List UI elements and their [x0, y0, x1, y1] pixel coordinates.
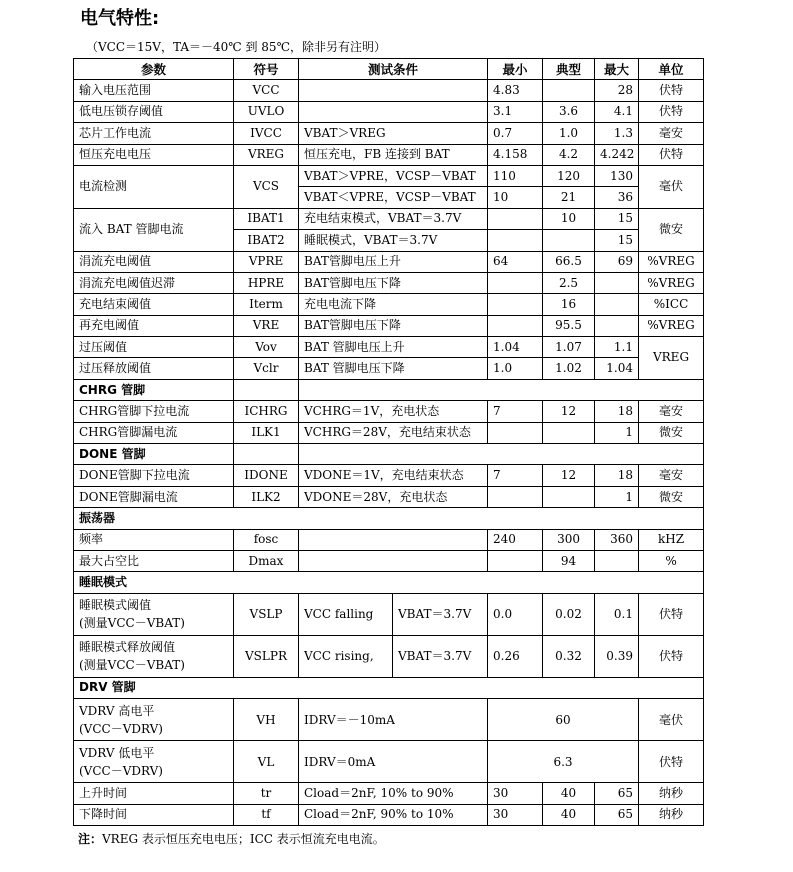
max-cell: 130	[595, 165, 639, 186]
electrical-characteristics-table	[73, 58, 704, 826]
condition-cell: VDONE＝28V，充电状态	[299, 486, 488, 507]
test-conditions-note: （VCC＝15V，TA＝－40℃ 到 85℃，除非另有注明）	[86, 40, 386, 54]
min-cell: 64	[488, 251, 543, 272]
symbol-cell: ILK1	[234, 422, 299, 443]
condition-cell: IDRV＝－10mA	[299, 699, 488, 741]
table-row	[74, 593, 704, 635]
unit-cell: 伏特	[639, 741, 704, 783]
table-row	[74, 80, 704, 101]
symbol-cell: VREG	[234, 144, 299, 165]
max-cell	[595, 272, 639, 293]
param-cell: 再充电阈值	[74, 315, 234, 336]
condition-cell: BAT管脚电压上升	[299, 251, 488, 272]
footnote-label: 注：	[78, 832, 103, 846]
unit-cell: %	[639, 550, 704, 571]
typ-cell: 120	[543, 165, 595, 186]
condition-cell	[299, 101, 488, 122]
typ-cell: 40	[543, 804, 595, 825]
min-cell: 240	[488, 529, 543, 550]
condition-cell	[299, 529, 488, 550]
param-cell: 流入 BAT 管脚电流	[74, 208, 234, 251]
symbol-cell: fosc	[234, 529, 299, 550]
min-cell: 7	[488, 465, 543, 486]
param-cell: CHRG管脚漏电流	[74, 422, 234, 443]
param-cell: 下降时间	[74, 804, 234, 825]
min-cell: 0.7	[488, 123, 543, 144]
typ-cell	[543, 80, 595, 101]
symbol-cell: IDONE	[234, 465, 299, 486]
table-row	[74, 529, 704, 550]
section-label: DRV 管脚	[74, 677, 704, 698]
max-cell: 4.1	[595, 101, 639, 122]
condition-cell: BAT管脚电压下降	[299, 315, 488, 336]
unit-cell: 纳秒	[639, 804, 704, 825]
typ-cell	[543, 230, 595, 251]
param-cell: 输入电压范围	[74, 80, 234, 101]
min-cell: 110	[488, 165, 543, 186]
header-symbol: 符号	[234, 59, 299, 80]
param-cell: VDRV 低电平 (VCC－VDRV)	[74, 741, 234, 783]
param-cell: DONE管脚下拉电流	[74, 465, 234, 486]
max-cell: 28	[595, 80, 639, 101]
table-row	[74, 741, 704, 783]
max-cell: 1	[595, 422, 639, 443]
table-row	[74, 251, 704, 272]
param-cell: 最大占空比	[74, 550, 234, 571]
symbol-cell: Iterm	[234, 294, 299, 315]
unit-cell: 伏特	[639, 593, 704, 635]
min-cell	[488, 272, 543, 293]
table-row	[74, 465, 704, 486]
symbol-cell: VCS	[234, 165, 299, 208]
condition-cell: VDONE＝1V，充电结束状态	[299, 465, 488, 486]
min-cell: 4.83	[488, 80, 543, 101]
symbol-cell: VSLPR	[234, 635, 299, 677]
section-row-osc	[74, 508, 704, 529]
condition-cell: VBAT＞VREG	[299, 123, 488, 144]
param-cell: 电流检测	[74, 165, 234, 208]
min-cell	[488, 550, 543, 571]
unit-cell: %ICC	[639, 294, 704, 315]
symbol-cell: VCC	[234, 80, 299, 101]
section-title: 电气特性:	[80, 8, 160, 29]
typ-cell: 1.0	[543, 123, 595, 144]
table-row	[74, 123, 704, 144]
symbol-cell: IBAT2	[234, 230, 299, 251]
symbol-cell: VL	[234, 741, 299, 783]
table-row	[74, 422, 704, 443]
condition-cell: Cload＝2nF, 10% to 90%	[299, 783, 488, 804]
min-cell: 0.26	[488, 635, 543, 677]
max-cell: 18	[595, 401, 639, 422]
condition-cell: BAT管脚电压下降	[299, 272, 488, 293]
symbol-cell: ILK2	[234, 486, 299, 507]
header-condition: 测试条件	[299, 59, 488, 80]
unit-cell: 毫伏	[639, 699, 704, 741]
symbol-cell: tf	[234, 804, 299, 825]
symbol-cell: ICHRG	[234, 401, 299, 422]
header-param: 参数	[74, 59, 234, 80]
unit-cell: %VREG	[639, 251, 704, 272]
symbol-cell: VPRE	[234, 251, 299, 272]
section-row-drv	[74, 677, 704, 698]
unit-cell: 伏特	[639, 101, 704, 122]
table-row	[74, 337, 704, 358]
max-cell: 1.3	[595, 123, 639, 144]
condition-cell: VBAT＝3.7V	[393, 635, 488, 677]
unit-cell: 毫安	[639, 401, 704, 422]
table-row	[74, 804, 704, 825]
symbol-cell: UVLO	[234, 101, 299, 122]
min-cell	[488, 486, 543, 507]
section-label: 睡眠模式	[74, 572, 704, 593]
table-row	[74, 635, 704, 677]
unit-cell: 伏特	[639, 144, 704, 165]
unit-cell: 毫安	[639, 123, 704, 144]
max-cell: 0.1	[595, 593, 639, 635]
typ-cell: 21	[543, 187, 595, 208]
table-row	[74, 401, 704, 422]
unit-cell: 纳秒	[639, 783, 704, 804]
symbol-cell: Dmax	[234, 550, 299, 571]
unit-cell: %VREG	[639, 272, 704, 293]
param-cell: 低电压锁存阈值	[74, 101, 234, 122]
typ-cell: 10	[543, 208, 595, 229]
unit-cell: 毫伏	[639, 165, 704, 208]
max-cell: 1	[595, 486, 639, 507]
table-header-row	[74, 59, 704, 80]
max-cell	[595, 294, 639, 315]
typ-cell: 300	[543, 529, 595, 550]
param-cell: VDRV 高电平 (VCC－VDRV)	[74, 699, 234, 741]
table-row	[74, 358, 704, 379]
param-cell: DONE管脚漏电流	[74, 486, 234, 507]
symbol-cell: HPRE	[234, 272, 299, 293]
param-cell: 上升时间	[74, 783, 234, 804]
min-cell	[488, 208, 543, 229]
condition-cell	[299, 80, 488, 101]
min-cell	[488, 422, 543, 443]
param-cell: 过压释放阈值	[74, 358, 234, 379]
unit-cell: 微安	[639, 486, 704, 507]
symbol-cell: Vov	[234, 337, 299, 358]
max-cell: 36	[595, 187, 639, 208]
table-row	[74, 315, 704, 336]
symbol-cell: IBAT1	[234, 208, 299, 229]
min-cell: 10	[488, 187, 543, 208]
footnote-text: VREG 表示恒压充电电压；ICC 表示恒流充电电流。	[102, 832, 385, 846]
table-row	[74, 550, 704, 571]
header-min: 最小	[488, 59, 543, 80]
condition-cell: 充电电流下降	[299, 294, 488, 315]
table-row	[74, 486, 704, 507]
condition-cell: BAT 管脚电压上升	[299, 337, 488, 358]
max-cell: 4.242	[595, 144, 639, 165]
typ-cell: 16	[543, 294, 595, 315]
condition-cell: 充电结束模式，VBAT＝3.7V	[299, 208, 488, 229]
condition-cell: VCHRG＝1V，充电状态	[299, 401, 488, 422]
symbol-cell: Vclr	[234, 358, 299, 379]
typ-cell: 66.5	[543, 251, 595, 272]
min-cell: 4.158	[488, 144, 543, 165]
section-row-sleep	[74, 572, 704, 593]
max-cell: 65	[595, 804, 639, 825]
min-cell: 0.0	[488, 593, 543, 635]
typ-cell: 95.5	[543, 315, 595, 336]
condition-cell: 睡眠模式，VBAT＝3.7V	[299, 230, 488, 251]
condition-cell: VBAT＝3.7V	[393, 593, 488, 635]
header-typ: 典型	[543, 59, 595, 80]
max-cell	[595, 315, 639, 336]
typ-cell: 40	[543, 783, 595, 804]
typ-cell: 2.5	[543, 272, 595, 293]
condition-cell: Cload＝2nF, 90% to 10%	[299, 804, 488, 825]
table-row	[74, 272, 704, 293]
max-cell: 1.04	[595, 358, 639, 379]
param-cell: 睡眠模式阈值 (测量VCC－VBAT)	[74, 593, 234, 635]
unit-cell: 伏特	[639, 80, 704, 101]
min-cell	[488, 230, 543, 251]
symbol-cell: VSLP	[234, 593, 299, 635]
param-cell: 涓流充电阈值迟滞	[74, 272, 234, 293]
param-cell: 过压阈值	[74, 337, 234, 358]
condition-cell: IDRV＝0mA	[299, 741, 488, 783]
condition-cell: BAT 管脚电压下降	[299, 358, 488, 379]
symbol-cell: tr	[234, 783, 299, 804]
max-cell: 360	[595, 529, 639, 550]
unit-cell: kHZ	[639, 529, 704, 550]
param-cell: 充电结束阈值	[74, 294, 234, 315]
typ-cell: 6.3	[488, 741, 639, 783]
param-cell: 芯片工作电流	[74, 123, 234, 144]
unit-cell: 伏特	[639, 635, 704, 677]
table-row	[74, 101, 704, 122]
condition-cell: VCHRG＝28V，充电结束状态	[299, 422, 488, 443]
min-cell	[488, 315, 543, 336]
header-unit: 单位	[639, 59, 704, 80]
unit-cell: 微安	[639, 422, 704, 443]
min-cell: 1.0	[488, 358, 543, 379]
unit-cell: %VREG	[639, 315, 704, 336]
typ-cell	[543, 422, 595, 443]
unit-cell: 毫安	[639, 465, 704, 486]
max-cell	[595, 550, 639, 571]
max-cell: 69	[595, 251, 639, 272]
table-row	[74, 144, 704, 165]
footnote	[78, 830, 385, 847]
condition-cell: VCC rising,	[299, 635, 393, 677]
typ-cell	[543, 486, 595, 507]
typ-cell: 60	[488, 699, 639, 741]
table-row	[74, 165, 704, 186]
param-cell: 睡眠模式释放阈值 (测量VCC－VBAT)	[74, 635, 234, 677]
typ-cell: 12	[543, 401, 595, 422]
param-cell: CHRG管脚下拉电流	[74, 401, 234, 422]
typ-cell: 94	[543, 550, 595, 571]
typ-cell: 4.2	[543, 144, 595, 165]
condition-cell	[299, 550, 488, 571]
section-label: DONE 管脚	[74, 444, 234, 465]
max-cell: 18	[595, 465, 639, 486]
max-cell: 0.39	[595, 635, 639, 677]
table-row	[74, 208, 704, 229]
symbol-cell: VH	[234, 699, 299, 741]
condition-cell: 恒压充电，FB 连接到 BAT	[299, 144, 488, 165]
min-cell	[488, 294, 543, 315]
typ-cell: 0.32	[543, 635, 595, 677]
param-cell: 涓流充电阈值	[74, 251, 234, 272]
section-label: CHRG 管脚	[74, 379, 234, 400]
section-row-done	[74, 444, 704, 465]
param-cell: 频率	[74, 529, 234, 550]
symbol-cell: IVCC	[234, 123, 299, 144]
typ-cell: 3.6	[543, 101, 595, 122]
unit-cell: 微安	[639, 208, 704, 251]
condition-cell: VCC falling	[299, 593, 393, 635]
max-cell: 15	[595, 230, 639, 251]
table-row	[74, 294, 704, 315]
max-cell: 65	[595, 783, 639, 804]
min-cell: 30	[488, 804, 543, 825]
symbol-cell: VRE	[234, 315, 299, 336]
typ-cell: 1.07	[543, 337, 595, 358]
section-label: 振荡器	[74, 508, 704, 529]
min-cell: 7	[488, 401, 543, 422]
min-cell: 30	[488, 783, 543, 804]
max-cell: 15	[595, 208, 639, 229]
param-cell: 恒压充电电压	[74, 144, 234, 165]
typ-cell: 1.02	[543, 358, 595, 379]
typ-cell: 12	[543, 465, 595, 486]
typ-cell: 0.02	[543, 593, 595, 635]
min-cell: 3.1	[488, 101, 543, 122]
condition-cell: VBAT＜VPRE，VCSP－VBAT	[299, 187, 488, 208]
table-row	[74, 783, 704, 804]
condition-cell: VBAT＞VPRE，VCSP－VBAT	[299, 165, 488, 186]
min-cell: 1.04	[488, 337, 543, 358]
table-row	[74, 699, 704, 741]
section-row-chrg	[74, 379, 704, 400]
unit-cell: VREG	[639, 337, 704, 380]
max-cell: 1.1	[595, 337, 639, 358]
header-max: 最大	[595, 59, 639, 80]
